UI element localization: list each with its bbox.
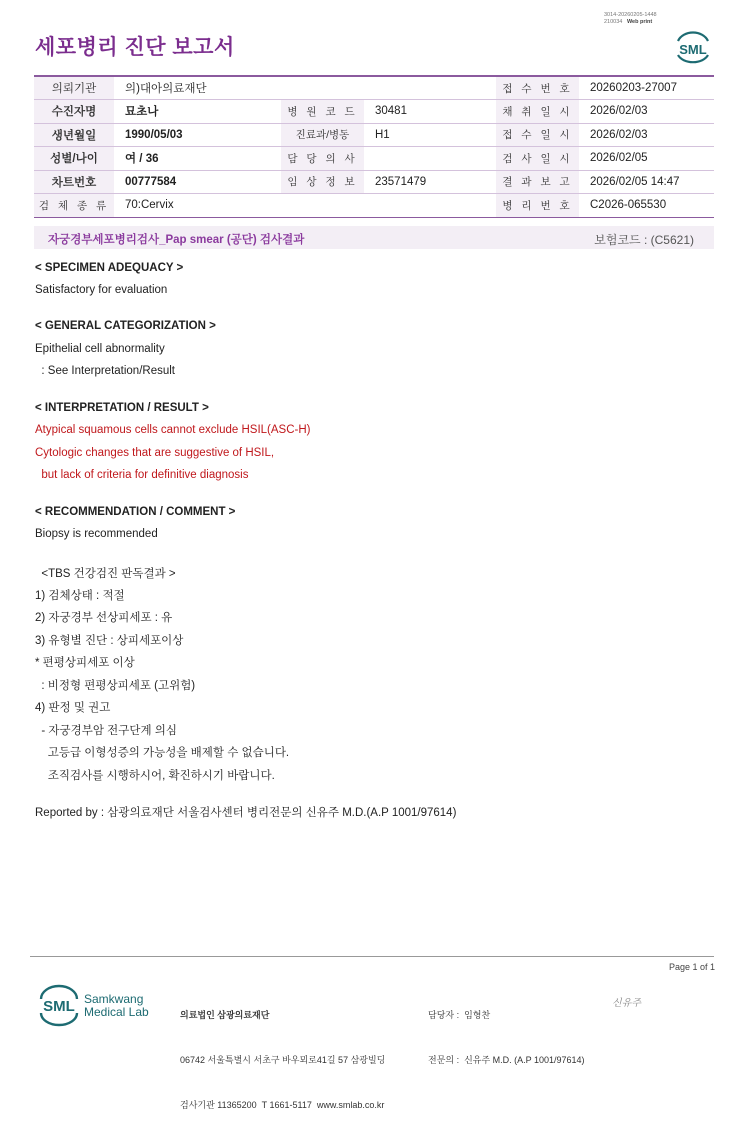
tbs-line: - 자궁경부암 전구단계 의심 — [35, 725, 178, 737]
value-test-date: 2026/02/05 — [579, 147, 714, 171]
footer-staff: 담당자 : 임형찬 — [428, 1010, 491, 1020]
logo-name-line2: Medical Lab — [84, 1005, 149, 1019]
tbs-line: 1) 검체상태 : 적절 — [35, 590, 125, 602]
exam-title: 자궁경부세포병리검사_Pap smear (공단) 검사결과 — [48, 234, 305, 246]
label-collection-date: 채 취 일 시 — [496, 100, 579, 124]
info-row — [34, 76, 714, 100]
logo-text: SML — [43, 998, 75, 1015]
label-hospital-code: 병 원 코 드 — [281, 100, 364, 124]
print-id-line1: 3014-20260205-1448 — [604, 12, 657, 18]
tbs-heading: <TBS 건강검진 판독결과 > — [35, 568, 176, 580]
reported-by: Reported by : 삼광의료재단 서울검사센터 병리전문의 신유주 M.D.(A.P 1001/97614) — [35, 807, 457, 819]
value-collection-date: 2026/02/03 — [579, 100, 714, 124]
label-referring-org: 의뢰기관 — [34, 76, 114, 100]
label-pathology-no: 병 리 번 호 — [496, 194, 579, 218]
label-result-report: 결 과 보 고 — [496, 170, 579, 194]
value-accession-no: 20260203-27007 — [579, 76, 714, 100]
tbs-line: 조직검사를 시행하시어, 확진하시기 바랍니다. — [35, 770, 275, 782]
footer-org-info — [180, 978, 385, 1128]
tbs-line: 고등급 이형성증의 가능성을 배제할 수 없습니다. — [35, 747, 290, 759]
label-sex-age: 성별/나이 — [34, 147, 114, 171]
footer-doctor: 전문의 : 신유주 M.D. (A.P 1001/97614) — [428, 1055, 585, 1065]
recommendation-text: Biopsy is recommended — [35, 528, 158, 540]
label-patient-name: 수진자명 — [34, 100, 114, 124]
info-row — [34, 194, 714, 218]
print-id-line2: 210034 — [604, 19, 623, 25]
value-result-report: 2026/02/05 14:47 — [579, 170, 714, 194]
label-clinical-info: 임 상 정 보 — [281, 170, 364, 194]
tbs-line: 2) 자궁경부 선상피세포 : 유 — [35, 612, 173, 624]
tbs-line: : 비정형 편평상피세포 (고위험) — [35, 680, 196, 692]
value-birth-date: 1990/05/03 — [114, 123, 281, 147]
doctor-signature: 신유주 — [612, 998, 641, 1009]
samkwang-logo-icon — [38, 980, 158, 1028]
patient-info-table — [34, 75, 714, 218]
adequacy-text: Satisfactory for evaluation — [35, 284, 168, 296]
interpretation-line: but lack of criteria for definitive diagnosis — [35, 469, 249, 481]
logo-name-line1: Samkwang — [84, 992, 144, 1006]
label-department: 진료과/병동 — [281, 123, 364, 147]
value-receipt-date: 2026/02/03 — [579, 123, 714, 147]
section-interpretation: < INTERPRETATION / RESULT > — [35, 402, 209, 414]
value-patient-name: 묘초나 — [114, 100, 281, 124]
info-row — [34, 170, 714, 194]
label-specimen-type: 검 체 종 류 — [34, 194, 114, 218]
tbs-line: 3) 유형별 진단 : 상피세포이상 — [35, 635, 184, 647]
tbs-line: 4) 판정 및 권고 — [35, 702, 111, 714]
section-recommendation: < RECOMMENDATION / COMMENT > — [35, 506, 236, 518]
label-birth-date: 생년월일 — [34, 123, 114, 147]
report-title: 세포병리 진단 보고서 — [35, 36, 235, 59]
sml-logo-icon — [672, 26, 714, 64]
info-row — [34, 123, 714, 147]
label-receipt-date: 접 수 일 시 — [496, 123, 579, 147]
info-row — [34, 100, 714, 124]
info-row — [34, 147, 714, 171]
footer-staff-info — [428, 978, 585, 1083]
footer-divider — [30, 956, 714, 957]
footer-address: 06742 서울특별시 서초구 바우뫼로41길 57 삼광빌딩 — [180, 1055, 386, 1065]
logo-text: SML — [679, 42, 707, 57]
value-pathology-no: C2026-065530 — [579, 194, 714, 218]
category-line: : See Interpretation/Result — [35, 365, 175, 377]
value-hospital-code: 30481 — [364, 100, 496, 124]
value-sex-age: 여 / 36 — [114, 147, 281, 171]
label-physician: 담 당 의 사 — [281, 147, 364, 171]
footer-contact: 검사기관 11365200 T 1661-5117 www.smlab.co.kr — [180, 1100, 385, 1110]
label-chart-no: 차트번호 — [34, 170, 114, 194]
label-accession-no: 접 수 번 호 — [496, 76, 579, 100]
print-id-label: Web print — [626, 19, 653, 25]
page-number: Page 1 of 1 — [669, 962, 716, 972]
tbs-line: * 편평상피세포 이상 — [35, 657, 135, 669]
value-referring-org: 의)대아의료재단 — [114, 76, 496, 100]
value-physician — [364, 147, 496, 171]
interpretation-line: Atypical squamous cells cannot exclude HSIL(ASC-H) — [35, 424, 311, 436]
value-clinical-info: 23571479 — [364, 170, 496, 194]
section-general-categorization: < GENERAL CATEGORIZATION > — [35, 320, 216, 332]
footer-org-name: 의료법인 삼광의료재단 — [180, 1010, 270, 1020]
print-id — [604, 12, 657, 26]
value-chart-no: 00777584 — [114, 170, 281, 194]
insurance-code: 보험코드 : (C5621) — [594, 233, 694, 247]
value-specimen-type: 70:Cervix — [114, 194, 496, 218]
category-line: Epithelial cell abnormality — [35, 343, 165, 355]
label-test-date: 검 사 일 시 — [496, 147, 579, 171]
section-specimen-adequacy: < SPECIMEN ADEQUACY > — [35, 262, 184, 274]
value-department: H1 — [364, 123, 496, 147]
interpretation-line: Cytologic changes that are suggestive of HSIL, — [35, 447, 275, 459]
exam-bar — [34, 226, 714, 249]
